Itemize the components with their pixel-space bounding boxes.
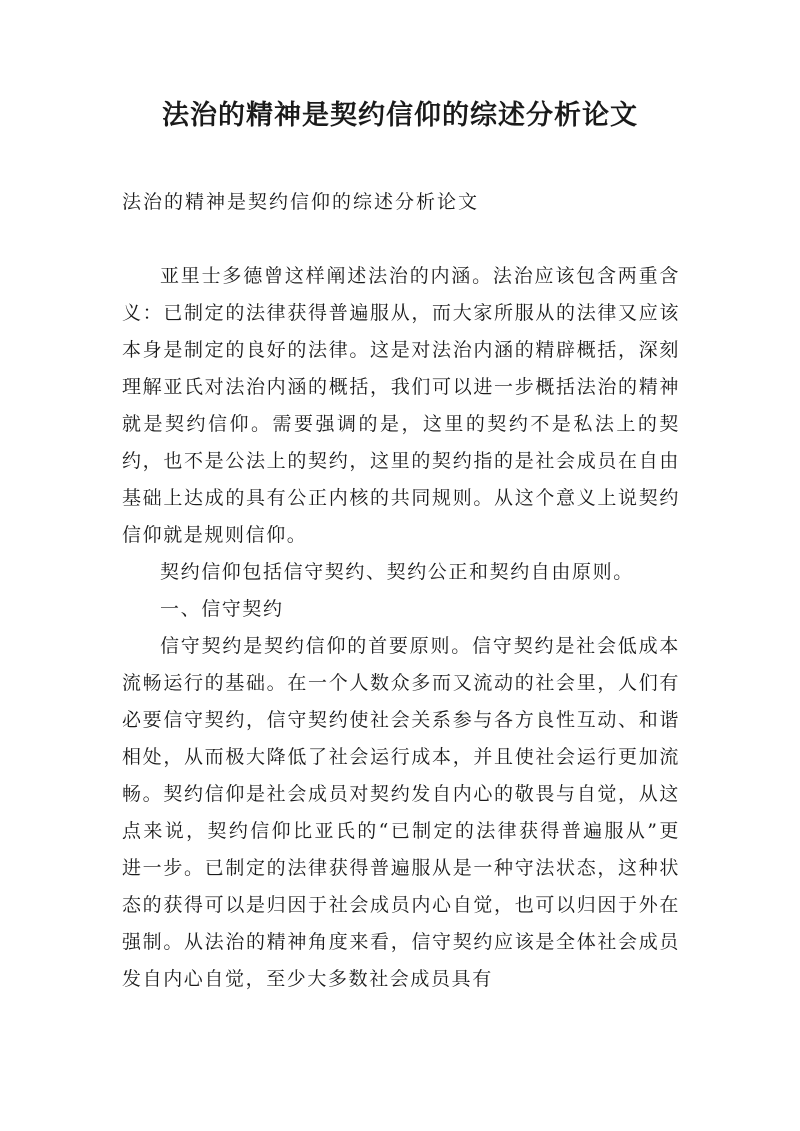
document-body <box>122 258 680 998</box>
paragraph-keeping-contract: 信守契约是契约信仰的首要原则。信守契约是社会低成本流畅运行的基础。在一个人数众多而又流动的社会里，人们有必要信守契约，信守契约使社会关系参与各方良性互动、和谐相处，从而极大降低了社会运行成本，并且使社会运行更加流畅。契约信仰是社会成员对契约发自内心的敬畏与自觉，从这点来说，契约信仰比亚氏的“已制定的法律获得普遍服从”更进一步。已制定的法律获得普遍服从是一种守法状态，这种状态的获得可以是归因于社会成员内心自觉，也可以归因于外在强制。从法治的精神角度来看，信守契约应该是全体社会成员发自内心自觉，至少大多数社会成员具有 <box>122 635 680 990</box>
paragraph-intro: 亚里士多德曾这样阐述法治的内涵。法治应该包含两重含义：已制定的法律获得普遍服从，而大家所服从的法律又应该本身是制定的良好的法律。这是对法治内涵的精辟概括，深刻理解亚氏对法治内涵的概括，我们可以进一步概括法治的精神就是契约信仰。需要强调的是，这里的契约不是私法上的契约，也不是公法上的契约，这里的契约指的是社会成员在自由基础上达成的具有公正内核的共同规则。从这个意义上说契约信仰就是规则信仰。 <box>122 265 680 546</box>
document-subtitle: 法治的精神是契约信仰的综述分析论文 <box>122 191 480 213</box>
section-heading-1: 一、信守契约 <box>160 598 284 620</box>
document-title: 法治的精神是契约信仰的综述分析论文 <box>162 100 638 131</box>
paragraph-principles: 契约信仰包括信守契约、契约公正和契约自由原则。 <box>160 561 634 583</box>
